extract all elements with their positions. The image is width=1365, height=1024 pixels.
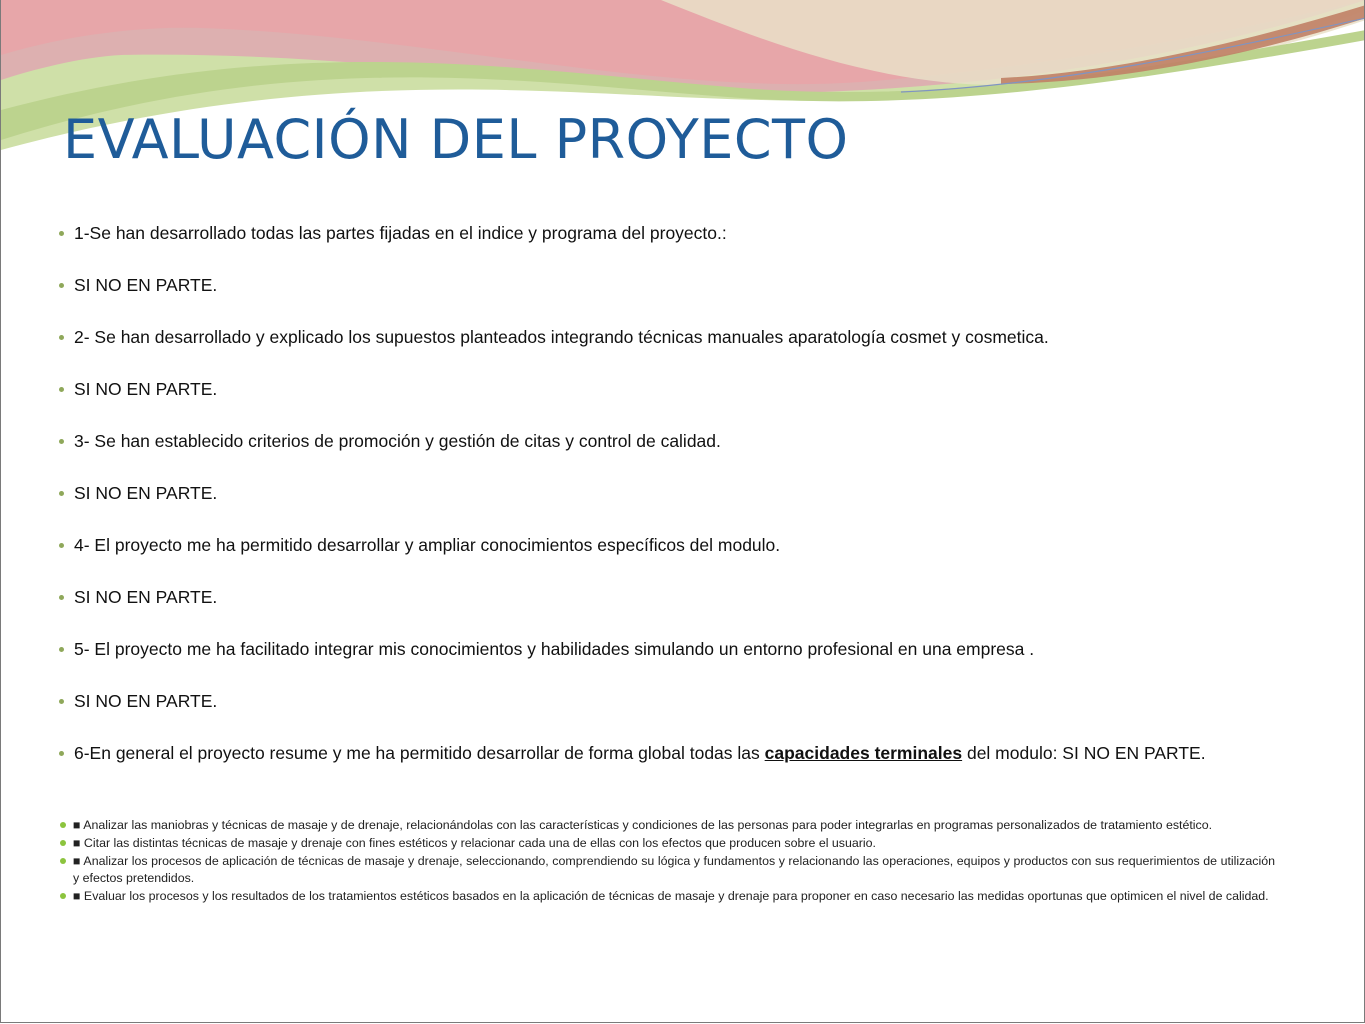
list-item <box>57 327 1287 348</box>
bullet-icon <box>59 543 64 548</box>
bullet-icon <box>59 387 64 392</box>
list-item <box>57 535 1287 556</box>
capacidad-text: ■ Analizar los procesos de aplicación de técnicas de masaje y drenaje, seleccionando, comprendiendo su lógica y fundamentos y relacionando las operaciones, equipos y productos con sus requerimientos de utilización y efectos pretendidos. <box>73 854 1275 885</box>
bullet-icon <box>59 335 64 340</box>
item-text: 3- Se han establecido criterios de promoción y gestión de citas y control de calidad. <box>74 431 721 451</box>
evaluation-list <box>57 223 1287 787</box>
list-item <box>57 483 1287 504</box>
list-item-capacidades <box>57 743 1287 764</box>
item-text: SI NO EN PARTE. <box>74 275 218 295</box>
capacidad-text: ■ Citar las distintas técnicas de masaje y drenaje con fines estéticos y relacionar cada una de ellas con los efectos que producen sobre el usuario. <box>73 836 876 850</box>
bullet-icon <box>59 647 64 652</box>
bullet-icon <box>59 491 64 496</box>
bullet-icon <box>59 595 64 600</box>
bullet-icon <box>59 231 64 236</box>
bullet-icon <box>59 283 64 288</box>
list-item <box>57 275 1287 296</box>
capacidad-item <box>59 853 1275 887</box>
page-title: EVALUACIÓN DEL PROYECTO <box>63 108 849 171</box>
item-text-after: del modulo: SI NO EN PARTE. <box>962 743 1206 763</box>
item-text: SI NO EN PARTE. <box>74 379 218 399</box>
list-item <box>57 587 1287 608</box>
bullet-icon <box>59 699 64 704</box>
item-text: 1-Se han desarrollado todas las partes fijadas en el indice y programa del proyecto.: <box>74 223 727 243</box>
item-text: 2- Se han desarrollado y explicado los supuestos planteados integrando técnicas manuales aparatología cosmet y cosmetica. <box>74 327 1049 347</box>
list-item <box>57 691 1287 712</box>
item-text: 4- El proyecto me ha permitido desarrollar y ampliar conocimientos específicos del modulo. <box>74 535 781 555</box>
capacidad-item <box>59 817 1275 834</box>
capacidad-item <box>59 835 1275 852</box>
list-item <box>57 223 1287 244</box>
bullet-icon <box>60 840 66 846</box>
capacidad-item <box>59 888 1275 905</box>
capacidades-terminales-link: capacidades terminales <box>764 743 963 763</box>
capacidad-text: ■ Analizar las maniobras y técnicas de masaje y de drenaje, relacionándolas con las características y condiciones de las personas para poder integrarlas en programas personalizados de tratamiento estético. <box>73 818 1213 832</box>
item-text: SI NO EN PARTE. <box>74 483 218 503</box>
capacidades-list <box>59 817 1275 906</box>
item-text-before: 6-En general el proyecto resume y me ha permitido desarrollar de forma global todas las <box>74 743 765 763</box>
bullet-icon <box>60 893 66 899</box>
list-item <box>57 639 1287 660</box>
bullet-icon <box>59 751 64 756</box>
bullet-icon <box>60 822 66 828</box>
item-text: SI NO EN PARTE. <box>74 587 218 607</box>
list-item <box>57 431 1287 452</box>
capacidad-text: ■ Evaluar los procesos y los resultados de los tratamientos estéticos basados en la aplicación de técnicas de masaje y drenaje para proponer en caso necesario las medidas oportunas que optimicen el nivel de calidad. <box>73 889 1269 903</box>
bullet-icon <box>59 439 64 444</box>
item-text: SI NO EN PARTE. <box>74 691 218 711</box>
item-text: 5- El proyecto me ha facilitado integrar mis conocimientos y habilidades simulando un entorno profesional en una empresa . <box>74 639 1035 659</box>
list-item <box>57 379 1287 400</box>
bullet-icon <box>60 858 66 864</box>
